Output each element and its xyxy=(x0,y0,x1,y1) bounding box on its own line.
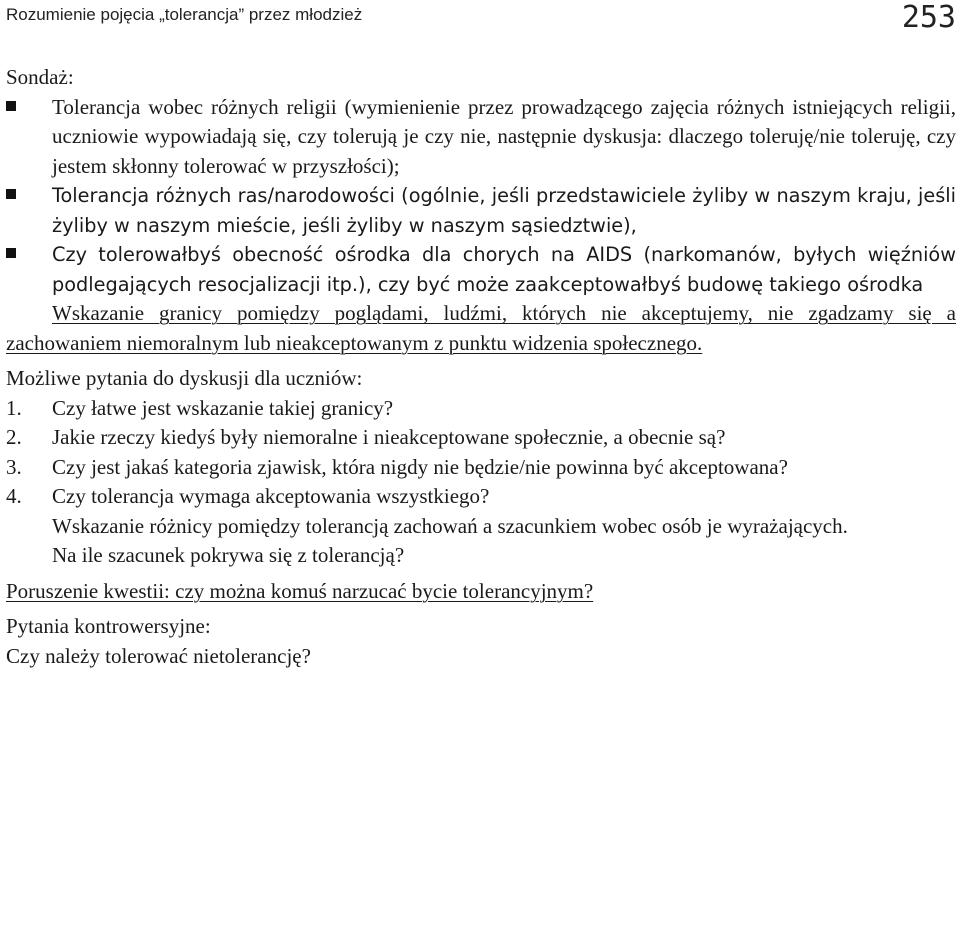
survey-item-races xyxy=(6,181,956,240)
survey-item-text: Tolerancja wobec różnych religii (wymienienie przez prowadzącego zajęcia różnych istniejących religii, uczniowie wypowiadają się, czy tolerują je czy nie, następnie dyskusja: dlaczego toleruję/nie toleruję, czy jestem skłonny tolerować w przyszłości); xyxy=(52,94,956,178)
question-number: 2. xyxy=(6,425,22,449)
survey-item-religions xyxy=(6,93,956,182)
difference-paragraph: Wskazanie różnicy pomiędzy tolerancją zachowań a szacunkiem wobec osób je wyrażających. xyxy=(52,513,848,538)
running-title: Rozumienie pojęcia „tolerancja” przez młodzież xyxy=(6,5,363,24)
bullet-square-icon xyxy=(6,101,16,111)
question-number: 1. xyxy=(6,395,22,420)
raise-issue-paragraph xyxy=(6,577,956,607)
survey-list xyxy=(6,93,956,300)
raise-issue-text: Poruszenie kwestii: czy można komuś narzucać bycie tolerancyjnym? xyxy=(6,578,594,603)
question-number: 3. xyxy=(6,454,22,479)
questions-label: Możliwe pytania do dyskusji dla uczniów: xyxy=(6,366,363,390)
question-text: Czy łatwe jest wskazanie takiej granicy? xyxy=(52,395,394,420)
bullet-square-icon xyxy=(6,189,16,199)
question-item xyxy=(6,394,956,424)
question-item xyxy=(6,482,956,512)
question-text: Czy jest jakaś kategoria zjawisk, która nigdy nie będzie/nie powinna być akceptowana? xyxy=(52,454,788,479)
question-item xyxy=(6,453,956,483)
question-item xyxy=(6,423,956,453)
page-number: 253 xyxy=(901,0,956,35)
boundary-text: Wskazanie granicy pomiędzy poglądami, ludźmi, których nie akceptujemy, nie zgadzamy się a zachowaniem niemoralnym lub nieakceptowanym z punktu widzenia społecznego. xyxy=(6,301,956,355)
question-text: Jakie rzeczy kiedyś były niemoralne i nieakceptowane społecznie, a obecnie są? xyxy=(52,425,726,449)
controversial-question: Czy należy tolerować nietolerancję? xyxy=(6,643,311,668)
page-body xyxy=(6,63,956,671)
question-text: Czy tolerancja wymaga akceptowania wszystkiego? xyxy=(52,484,490,508)
respect-question: Na ile szacunek pokrywa się z tolerancją? xyxy=(52,543,405,567)
page-header xyxy=(0,0,960,40)
survey-item-text: Tolerancja różnych ras/narodowości (ogólnie, jeśli przedstawiciele żyliby w naszym kraju, jeśli żyliby w naszym mieście, jeśli żyliby w naszym sąsiedztwie), xyxy=(52,184,956,237)
boundary-paragraph xyxy=(6,299,956,358)
survey-label: Sondaż: xyxy=(6,65,74,89)
bullet-square-icon xyxy=(6,248,16,258)
survey-item-text: Czy tolerowałbyś obecność ośrodka dla chorych na AIDS (narkomanów, byłych więźniów podlegających resocjalizacji itp.), czy być może zaakceptowałbyś budowę takiego ośrodka xyxy=(52,243,956,296)
survey-item-aids-center xyxy=(6,240,956,299)
questions-list xyxy=(6,394,956,512)
controversial-label: Pytania kontrowersyjne: xyxy=(6,614,211,638)
question-number: 4. xyxy=(6,484,22,508)
